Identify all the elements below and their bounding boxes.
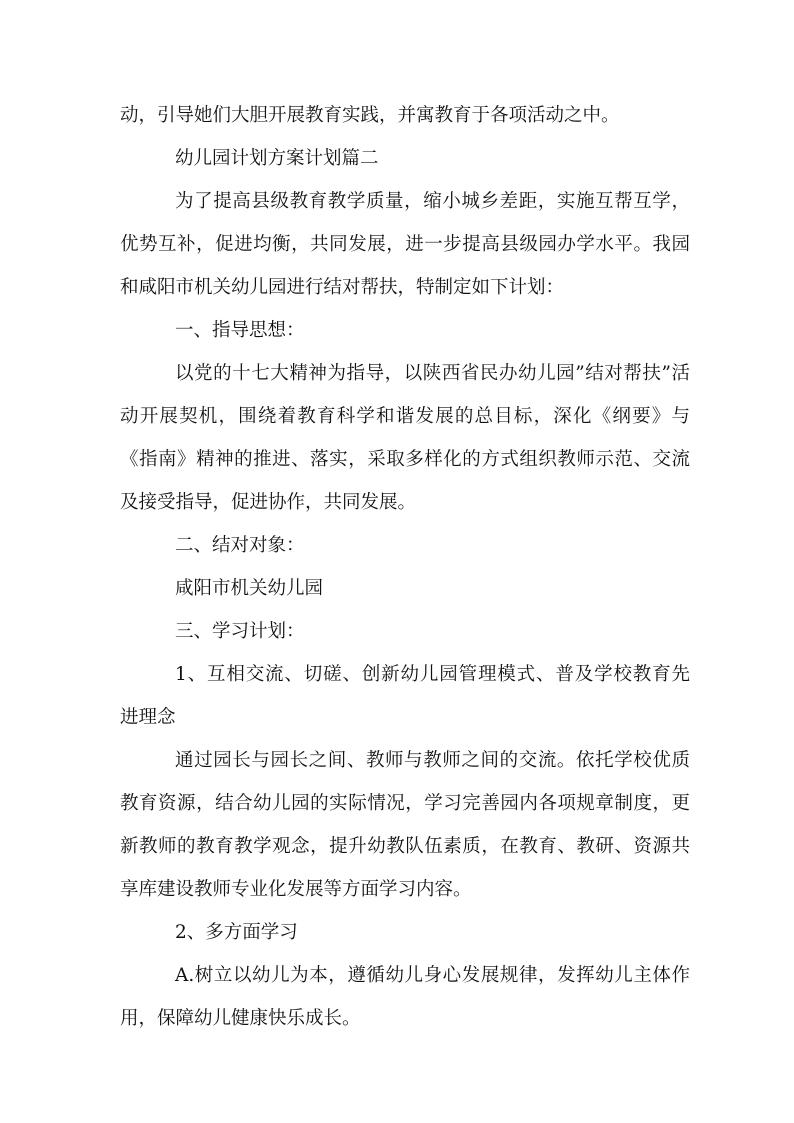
paragraph-line: 动，引导她们大胆开展教育实践，并寓教育于各项活动之中。: [120, 105, 620, 126]
paragraph-line: 和咸阳市机关幼儿园进行结对帮扶，特制定如下计划：: [120, 277, 565, 298]
paragraph-line: 及接受指导，促进协作，共同发展。: [120, 492, 417, 513]
subsection-heading: 2、多方面学习: [175, 922, 298, 943]
paragraph-line: 享库建设教师专业化发展等方面学习内容。: [120, 879, 472, 900]
section-heading: 二、结对对象：: [175, 535, 305, 556]
paragraph-line: 咸阳市机关幼儿园: [175, 578, 324, 599]
paragraph-line: 优势互补，促进均衡，共同发展，进一步提高县级园办学水平。我园: [120, 234, 690, 255]
subsection-heading: 进理念: [120, 707, 176, 728]
paragraph-line: 以党的十七大精神为指导，以陕西省民办幼儿园”结对帮扶”活: [175, 363, 690, 384]
paragraph-line: 新教师的教育教学观念，提升幼教队伍素质，在教育、教研、资源共: [120, 836, 690, 857]
subsection-heading: 1、互相交流、切磋、创新幼儿园管理模式、普及学校教育先: [175, 664, 690, 685]
paragraph-line: A.树立以幼儿为本，遵循幼儿身心发展规律，发挥幼儿主体作: [175, 965, 690, 986]
section-heading: 三、学习计划：: [175, 621, 305, 642]
paragraph-line: 教育资源，结合幼儿园的实际情况，学习完善园内各项规章制度，更: [120, 793, 690, 814]
paragraph-line: 为了提高县级教育教学质量，缩小城乡差距，实施互帮互学，: [175, 191, 690, 212]
paragraph-line: 《指南》精神的推进、落实，采取多样化的方式组织教师示范、交流: [120, 449, 690, 470]
paragraph-line: 用，保障幼儿健康快乐成长。: [120, 1008, 361, 1029]
section-heading: 幼儿园计划方案计划篇二: [175, 148, 379, 169]
paragraph-line: 通过园长与园长之间、教师与教师之间的交流。依托学校优质: [175, 750, 690, 771]
section-heading: 一、指导思想：: [175, 320, 305, 341]
paragraph-line: 动开展契机，围绕着教育科学和谐发展的总目标，深化《纲要》与: [120, 406, 690, 427]
